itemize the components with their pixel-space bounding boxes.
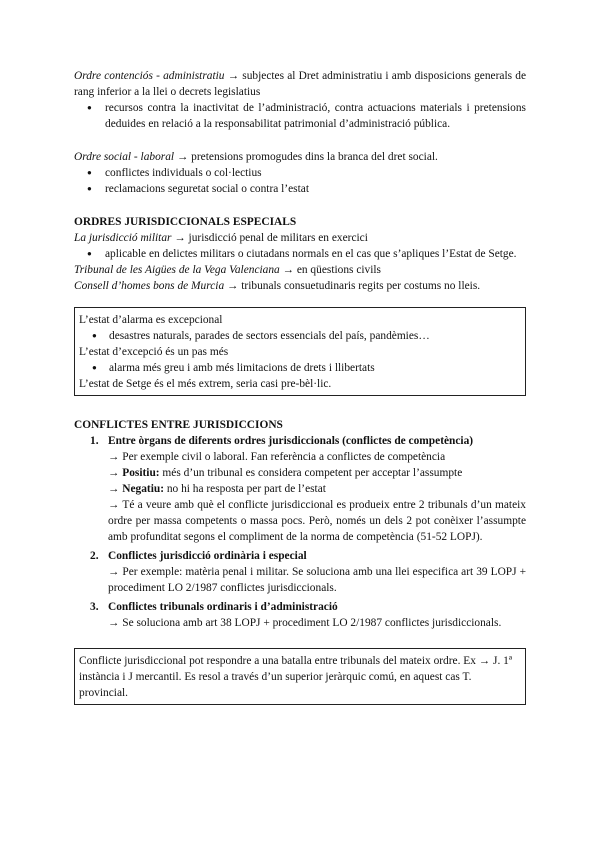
tribunal-paragraph	[74, 262, 526, 278]
box1-line-2: L’estat d’excepció és un pas més	[79, 346, 229, 358]
tribunal-term: Tribunal de les Aigües de la Vega Valenciana	[74, 264, 280, 276]
conflicte-jurisdiccional-box	[74, 648, 526, 705]
box2-text: Conflicte jurisdiccional pot respondre a una batalla entre tribunals del mateix ordre. Ex → J. 1ª instància i J mercantil. Es resol a través d’un superior jeràrquic comú, en aquest cas T. provincial.	[79, 655, 513, 699]
estat-alarma-box	[74, 307, 526, 396]
item-3-title: Conflictes tribunals ordinaris i d’administració	[108, 601, 338, 613]
item-3-number: 3.	[90, 601, 99, 613]
sec1-paragraph	[74, 68, 526, 100]
conflicte-item-1	[74, 433, 526, 545]
militar-paragraph	[74, 230, 526, 246]
positiu-text: més d’un tribunal es considera competent per acceptar l’assumpte	[159, 467, 463, 479]
conflicte-item-2	[74, 548, 526, 596]
militar-bullets	[74, 246, 526, 262]
sec1-bullets	[74, 100, 526, 132]
item-1-line-1: → Per exemple civil o laboral. Fan referència a conflictes de competència	[108, 451, 446, 463]
box1-bullet-2: ● alarma més greu i amb més limitacions de drets i llibertats	[79, 360, 521, 376]
item-3-line-1: → Se soluciona amb art 38 LOPJ + procediment LO 2/1987 conflictes jurisdiccionals.	[108, 617, 502, 629]
militar-text: → jurisdicció penal de militars en exercici	[171, 232, 368, 244]
box1-bullets-1	[79, 328, 521, 344]
especials-heading: ORDRES JURISDICCIONALS ESPECIALS	[74, 216, 297, 228]
negatiu-label: → Negatiu:	[108, 483, 164, 495]
sec1-bullet-1: ● recursos contra la inactivitat de l’administració, contra actuacions materials i pretensions deduides en relació a la responsabilitat patrimonial d’administració pública.	[74, 100, 526, 132]
negatiu-text: no hi ha resposta per part de l’estat	[164, 483, 326, 495]
item-2-number: 2.	[90, 550, 99, 562]
positiu-label: → Positiu:	[108, 467, 160, 479]
sec2-paragraph	[74, 149, 526, 165]
box1-line-3: L’estat de Setge és el més extrem, seria casi pre-bèl·lic.	[79, 378, 332, 390]
item-1-title: Entre òrgans de diferents ordres jurisdiccionals (conflictes de competència)	[108, 435, 474, 447]
militar-bullet: ● aplicable en delictes militars o ciutadans normals en el cas que s’apliques l’Estat de Setge.	[74, 246, 526, 262]
item-1-line-4: → Té a veure amb què el conflicte jurisdiccional es produeix entre 2 tribunals d’un mateix ordre per massa competents o massa pocs. Però, només un dels 2 pot conèixer l’assumpte amb profunditat segons el compliment de la norma de competència (51-52 LOPJ).	[108, 499, 526, 543]
consell-paragraph	[74, 278, 526, 294]
item-2-line-1: → Per exemple: matèria penal i militar. Se soluciona amb una llei especifica art 39 LOPJ + procediment LO 2/1987 conflictes jurisdiccionals.	[108, 566, 526, 594]
sec2-bullets	[74, 165, 526, 197]
item-2-title: Conflictes jurisdicció ordinària i especial	[108, 550, 307, 562]
consell-term: Consell d’homes bons de Murcia	[74, 280, 225, 292]
sec1-term: Ordre contenciós - administratiu	[74, 70, 225, 82]
sec2-term: Ordre social - laboral	[74, 151, 175, 163]
sec1-text: → subjectes al Dret administratiu i amb disposicions generals de rang inferior a la llei o decrets legislatius	[74, 70, 526, 98]
sec2-bullet-1: ● conflictes individuals o col·lectius	[74, 165, 526, 181]
sec2-text: → pretensions promogudes dins la branca del dret social.	[174, 151, 438, 163]
conflictes-list	[74, 433, 526, 631]
document-page	[74, 68, 526, 705]
tribunal-text: → en qüestions civils	[279, 264, 381, 276]
box1-line-1: L’estat d’alarma es excepcional	[79, 314, 223, 326]
conflicte-item-3	[74, 599, 526, 631]
box1-bullets-2	[79, 360, 521, 376]
item-1-line-3	[108, 481, 526, 497]
consell-text: → tribunals consuetudinaris regits per costums no lleis.	[224, 280, 481, 292]
item-1-line-2	[108, 465, 526, 481]
sec2-bullet-2: ● reclamacions seguretat social o contra l’estat	[74, 181, 526, 197]
militar-term: La jurisdicció militar	[74, 232, 172, 244]
conflictes-heading: CONFLICTES ENTRE JURISDICCIONS	[74, 419, 283, 431]
item-1-number: 1.	[90, 435, 99, 447]
box1-bullet-1: ● desastres naturals, parades de sectors essencials del país, pandèmies…	[79, 328, 521, 344]
